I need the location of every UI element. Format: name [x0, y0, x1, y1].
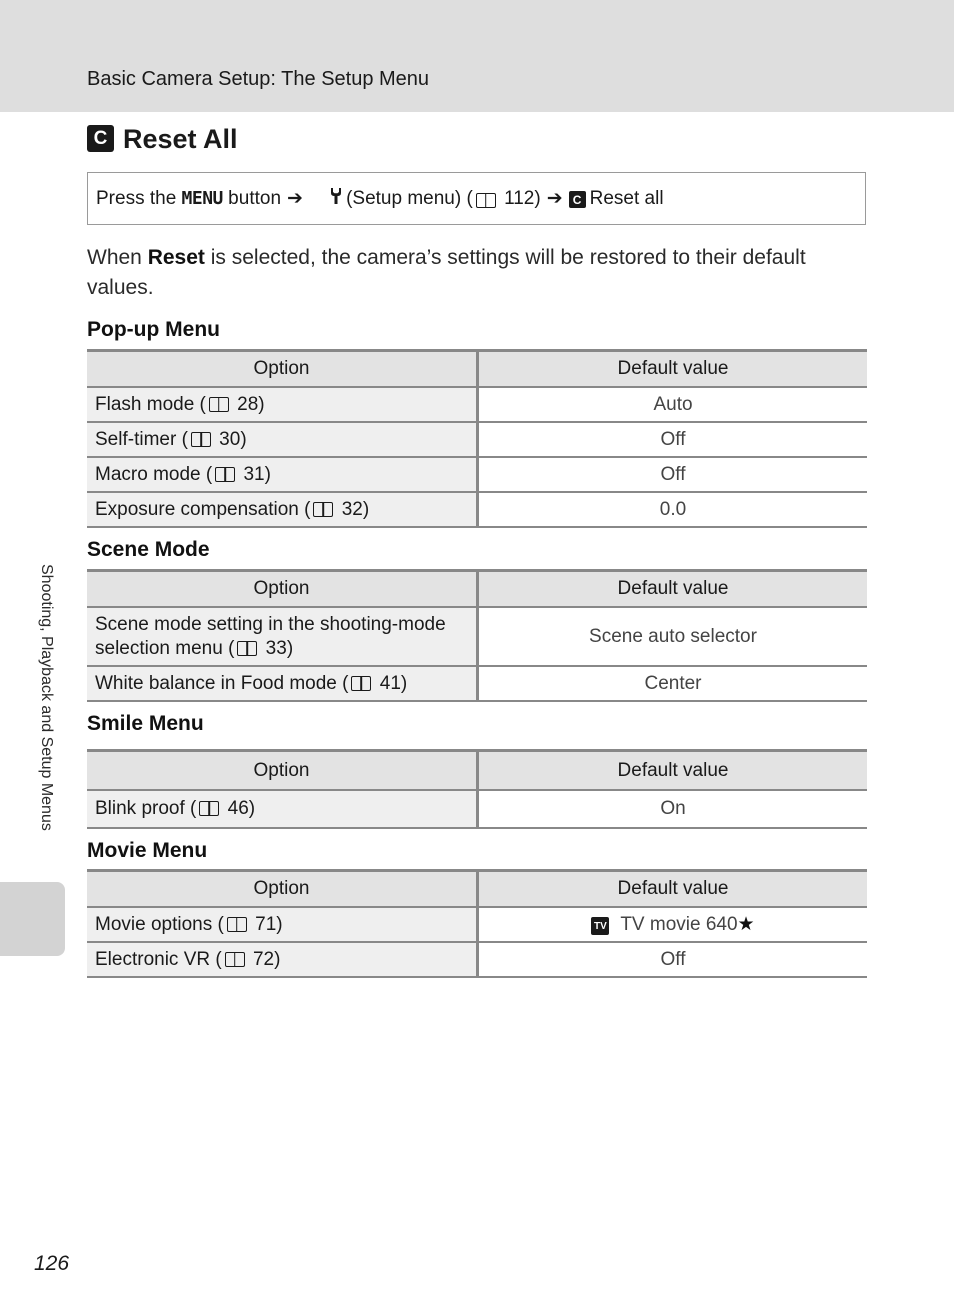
page-title-text: Reset All — [123, 124, 238, 154]
page-reference-icon — [191, 432, 211, 447]
table-row — [87, 422, 867, 457]
page-reference-icon — [227, 917, 247, 932]
value-cell: Auto — [478, 387, 868, 422]
option-label: Self-timer ( — [95, 428, 188, 450]
option-cell — [87, 942, 478, 977]
side-chapter-tab — [0, 882, 65, 956]
option-label: Blink proof ( — [95, 798, 197, 819]
intro-paragraph — [87, 243, 847, 303]
smile-menu-table — [87, 749, 867, 829]
option-label: Exposure compensation ( — [95, 498, 311, 520]
value-cell: Off — [478, 422, 868, 457]
page-reference-icon — [209, 397, 229, 412]
option-cell — [87, 607, 478, 666]
option-ref: 28) — [231, 393, 265, 415]
option-ref: 46) — [222, 798, 256, 819]
option-label: Electronic VR ( — [95, 948, 222, 970]
option-ref: 72) — [247, 948, 281, 970]
value-cell: 0.0 — [478, 492, 868, 527]
table-row — [87, 387, 867, 422]
option-cell — [87, 422, 478, 457]
page-number: 126 — [34, 1252, 70, 1275]
option-cell — [87, 790, 478, 828]
table-row — [87, 907, 867, 942]
side-section-label: Shooting, Playback and Setup Menus — [38, 564, 55, 831]
option-cell — [87, 387, 478, 422]
arrow-right-icon: ➔ — [287, 188, 303, 209]
page-title — [87, 124, 238, 155]
reset-all-icon: C — [87, 125, 114, 152]
popup-menu-table — [87, 349, 867, 528]
option-label: Macro mode ( — [95, 463, 213, 485]
value-text: TV movie 640 — [615, 913, 738, 935]
scene-mode-table — [87, 569, 867, 702]
wrench-icon — [309, 165, 342, 233]
table-row — [87, 942, 867, 977]
option-cell — [87, 907, 478, 942]
page-reference-icon — [351, 676, 371, 691]
nav-button-word: button — [222, 187, 282, 209]
intro-before: When — [87, 246, 148, 269]
value-cell: Scene auto selector — [478, 607, 868, 666]
table-header-row — [87, 751, 867, 791]
table-header-row — [87, 351, 867, 388]
header-title: Basic Camera Setup: The Setup Menu — [87, 68, 430, 90]
col-default: Default value — [478, 751, 868, 791]
option-ref: 30) — [213, 428, 247, 450]
option-cell — [87, 457, 478, 492]
option-label: Flash mode ( — [95, 393, 206, 415]
col-default: Default value — [478, 871, 868, 908]
section-heading-smile: Smile Menu — [87, 712, 204, 735]
arrow-right-icon: ➔ — [546, 188, 563, 209]
option-label: White balance in Food mode ( — [95, 672, 349, 694]
nav-reset-all: Reset all — [589, 187, 664, 209]
option-ref: 41) — [374, 672, 408, 694]
page-reference-icon — [215, 467, 235, 482]
star-icon: ★ — [737, 913, 755, 935]
navigation-instruction — [87, 172, 866, 225]
value-cell: Off — [478, 457, 868, 492]
nav-setup-menu: (Setup menu) ( — [346, 187, 473, 209]
intro-bold: Reset — [147, 246, 205, 269]
section-heading-movie: Movie Menu — [87, 839, 208, 862]
table-row — [87, 492, 867, 527]
col-option: Option — [87, 351, 478, 388]
value-cell: On — [478, 790, 868, 828]
table-row — [87, 790, 867, 828]
header-band — [0, 0, 954, 112]
table-row — [87, 666, 867, 701]
menu-button-label: MENU — [181, 188, 223, 209]
movie-menu-table — [87, 869, 867, 978]
option-ref: 32) — [336, 498, 370, 520]
page-reference-icon — [313, 502, 333, 517]
col-option: Option — [87, 871, 478, 908]
option-ref: 33) — [260, 637, 294, 659]
table-row — [87, 457, 867, 492]
page-reference-icon — [199, 801, 219, 816]
table-header-row — [87, 871, 867, 908]
option-cell — [87, 666, 478, 701]
col-default: Default value — [478, 351, 868, 388]
value-cell — [478, 907, 868, 942]
page-reference-icon — [476, 193, 496, 208]
tv-movie-icon: TV — [591, 917, 609, 935]
table-row — [87, 607, 867, 666]
nav-press: Press the — [96, 187, 182, 209]
option-label: Scene mode setting in the shooting-mode selection menu ( — [95, 613, 446, 659]
col-default: Default value — [478, 571, 868, 608]
option-ref: 31) — [238, 463, 271, 485]
section-heading-popup: Pop-up Menu — [87, 318, 220, 341]
option-label: Movie options ( — [95, 913, 224, 935]
page-reference-icon — [237, 641, 257, 656]
nav-setup-ref: 112) — [498, 187, 541, 209]
option-cell — [87, 492, 478, 527]
value-cell: Center — [478, 666, 868, 701]
intro-after: is selected, the camera’s settings will be restored to their default values. — [87, 246, 806, 299]
value-cell: Off — [478, 942, 868, 977]
page-reference-icon — [225, 952, 245, 967]
table-header-row — [87, 571, 867, 608]
reset-all-icon: C — [569, 191, 586, 208]
section-heading-scene: Scene Mode — [87, 538, 210, 561]
col-option: Option — [87, 571, 478, 608]
col-option: Option — [87, 751, 478, 791]
option-ref: 71) — [249, 913, 283, 935]
